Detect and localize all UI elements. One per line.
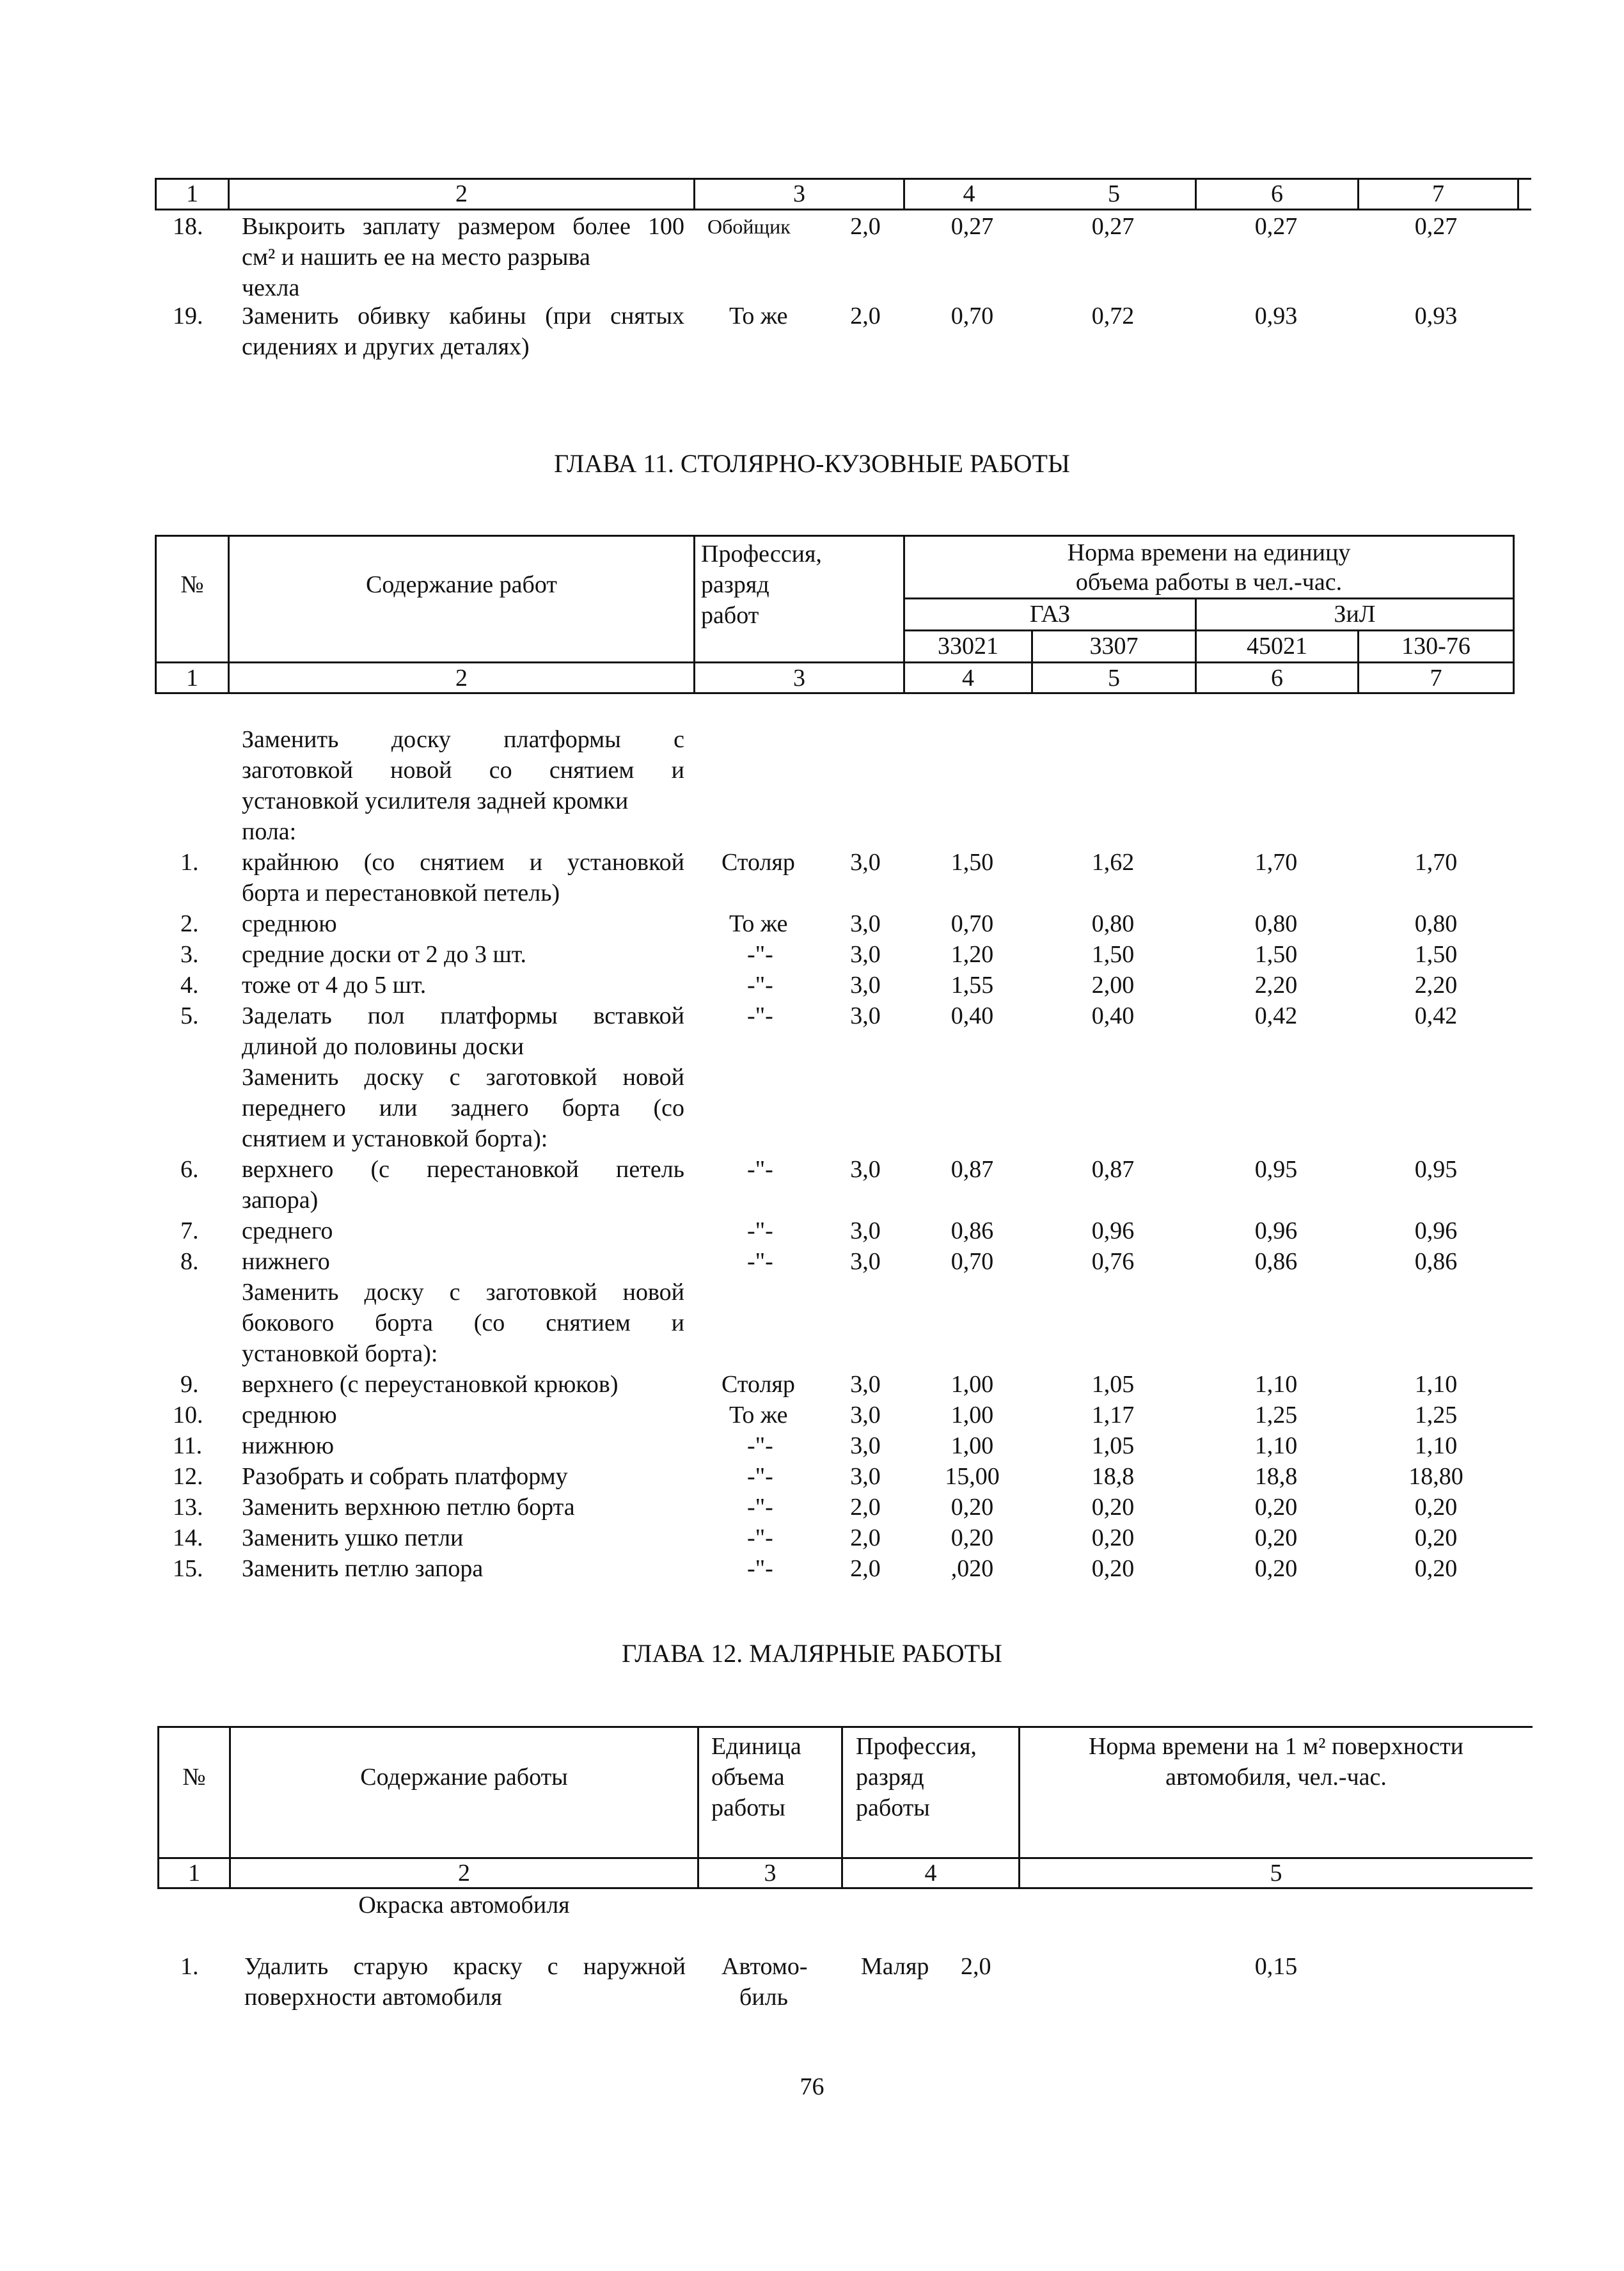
row-value: 2,00 xyxy=(1091,972,1135,999)
row-number: 7. xyxy=(180,1217,199,1244)
row-value: 0,70 xyxy=(950,303,994,329)
col-number: 6 xyxy=(1271,180,1283,207)
col-number: 4 xyxy=(962,665,974,692)
row-text-line: верхнего (с перестановкой петель xyxy=(242,1156,684,1183)
row-value: 1,17 xyxy=(1091,1402,1135,1428)
row-value: 2,20 xyxy=(1254,972,1298,999)
row-profession: -"- xyxy=(747,1494,773,1521)
row-text-line: тоже от 4 до 5 шт. xyxy=(242,972,427,999)
row-value: 0,87 xyxy=(950,1156,994,1183)
row-number: 11. xyxy=(173,1432,203,1459)
col-number: 2 xyxy=(458,1860,470,1887)
col-number: 3 xyxy=(793,665,805,692)
row-unit: Автомо- xyxy=(721,1953,808,1980)
row-value: 1,25 xyxy=(1254,1402,1298,1428)
row-grade: 2,0 xyxy=(850,303,881,329)
row-text-line: Заменить ушко петли xyxy=(242,1524,464,1551)
row-value: 0,20 xyxy=(1091,1555,1135,1582)
row-number: 15. xyxy=(173,1555,203,1582)
row-text-line: средние доски от 2 до 3 шт. xyxy=(242,941,526,968)
row-value: 0,15 xyxy=(1254,1953,1298,1980)
page-number: 76 xyxy=(800,2073,824,2100)
header-model: 3307 xyxy=(1089,633,1139,660)
group-heading-line: пола: xyxy=(242,818,297,845)
row-value: 1,50 xyxy=(1414,941,1458,968)
row-grade: 2,0 xyxy=(850,213,881,240)
row-text-line: Заменить петлю запора xyxy=(242,1555,484,1582)
row-profession: -"- xyxy=(747,1217,773,1244)
row-profession: То же xyxy=(729,1402,788,1428)
header-unit: работы xyxy=(711,1794,785,1821)
row-value: 1,00 xyxy=(950,1371,994,1398)
col-number: 7 xyxy=(1430,665,1442,692)
row-number: 12. xyxy=(173,1463,203,1490)
header-content: Содержание работы xyxy=(360,1764,568,1791)
row-grade: 2,0 xyxy=(961,1953,991,1980)
row-text-line: чехла xyxy=(242,274,300,301)
row-unit: биль xyxy=(739,1984,788,2011)
row-grade: 3,0 xyxy=(850,1402,881,1428)
header-number: № xyxy=(182,1764,206,1791)
row-value: 1,70 xyxy=(1254,849,1298,876)
row-value: 0,20 xyxy=(950,1524,994,1551)
row-text-line: длиной до половины доски xyxy=(242,1033,524,1060)
group-heading-line: установкой борта): xyxy=(242,1340,438,1367)
row-value: 0,20 xyxy=(1091,1524,1135,1551)
row-value: 0,20 xyxy=(1254,1555,1298,1582)
row-value: 0,96 xyxy=(1414,1217,1458,1244)
row-profession: То же xyxy=(729,303,788,329)
row-value: 0,20 xyxy=(1414,1555,1458,1582)
row-profession: Маляр xyxy=(861,1953,929,1980)
col-number: 1 xyxy=(186,665,198,692)
row-profession: -"- xyxy=(747,1002,773,1029)
row-grade: 3,0 xyxy=(850,941,881,968)
row-value: 0,96 xyxy=(1254,1217,1298,1244)
row-text-line: Заделать пол платформы вставкой xyxy=(242,1002,684,1029)
row-value: 0,27 xyxy=(950,213,994,240)
row-profession: Столяр xyxy=(721,1371,795,1398)
row-value: 0,20 xyxy=(1254,1494,1298,1521)
row-text-line: Разобрать и собрать платформу xyxy=(242,1463,568,1490)
row-value: 1,20 xyxy=(950,941,994,968)
row-grade: 3,0 xyxy=(850,910,881,937)
group-heading-line: бокового борта (со снятием и xyxy=(242,1310,684,1336)
row-profession: -"- xyxy=(747,1463,773,1490)
col-number: 3 xyxy=(793,180,805,207)
row-value: 0,27 xyxy=(1091,213,1135,240)
row-text-line: Удалить старую краску с наружной xyxy=(244,1953,686,1980)
row-value: 0,70 xyxy=(950,910,994,937)
row-value: 0,42 xyxy=(1414,1002,1458,1029)
col-number: 3 xyxy=(764,1860,777,1887)
row-value: 15,00 xyxy=(945,1463,1000,1490)
header-unit: объема xyxy=(711,1764,785,1791)
row-text-line: Выкроить заплату размером более 100 xyxy=(242,213,684,240)
row-text-line: Заменить верхнюю петлю борта xyxy=(242,1494,575,1521)
row-grade: 2,0 xyxy=(850,1524,881,1551)
col-number: 5 xyxy=(1108,665,1120,692)
row-grade: 3,0 xyxy=(850,972,881,999)
row-number: 13. xyxy=(173,1494,203,1521)
row-text-line: верхнего (с переустановкой крюков) xyxy=(242,1371,619,1398)
header-norm: объема работы в чел.-час. xyxy=(1075,569,1343,596)
header-zil: ЗиЛ xyxy=(1334,601,1376,628)
row-grade: 2,0 xyxy=(850,1494,881,1521)
row-value: 2,20 xyxy=(1414,972,1458,999)
row-number: 2. xyxy=(180,910,199,937)
row-text-line: см² и нашить ее на место разрыва xyxy=(242,244,590,271)
row-number: 5. xyxy=(180,1002,199,1029)
header-profession: Профессия, xyxy=(701,541,822,567)
row-number: 10. xyxy=(173,1402,203,1428)
row-value: 1,10 xyxy=(1414,1432,1458,1459)
row-value: 0,93 xyxy=(1414,303,1458,329)
header-norm: автомобиля, чел.-час. xyxy=(1165,1764,1387,1791)
row-value: 1,00 xyxy=(950,1432,994,1459)
row-value: 0,20 xyxy=(1414,1494,1458,1521)
row-text-line: борта и перестановкой петель) xyxy=(242,880,560,906)
col-number: 5 xyxy=(1108,180,1120,207)
row-value: 0,20 xyxy=(1091,1494,1135,1521)
col-number: 2 xyxy=(455,180,468,207)
row-value: 1,00 xyxy=(950,1402,994,1428)
row-value: 0,70 xyxy=(950,1248,994,1275)
row-value: 1,25 xyxy=(1414,1402,1458,1428)
row-value: 1,10 xyxy=(1414,1371,1458,1398)
header-profession: Профессия, xyxy=(856,1733,977,1760)
header-number: № xyxy=(180,571,204,598)
row-value: 0,96 xyxy=(1091,1217,1135,1244)
row-text-line: крайнюю (со снятием и установкой xyxy=(242,849,684,876)
chapter-11-title: ГЛАВА 11. СТОЛЯРНО-КУЗОВНЫЕ РАБОТЫ xyxy=(554,449,1070,478)
row-number: 3. xyxy=(180,941,199,968)
row-grade: 3,0 xyxy=(850,1248,881,1275)
col-number: 2 xyxy=(455,665,468,692)
row-profession: -"- xyxy=(747,1432,773,1459)
header-profession: разряд xyxy=(856,1764,924,1791)
row-value: 0,93 xyxy=(1254,303,1298,329)
row-text-line: среднего xyxy=(242,1217,333,1244)
col-number: 4 xyxy=(963,180,975,207)
row-number: 6. xyxy=(180,1156,199,1183)
col-number: 4 xyxy=(924,1860,937,1887)
header-profession: разряд xyxy=(701,571,769,598)
row-text-line: нижнюю xyxy=(242,1432,335,1459)
row-value: 1,62 xyxy=(1091,849,1135,876)
col-number: 1 xyxy=(188,1860,200,1887)
group-heading-line: заготовкой новой со снятием и xyxy=(242,757,684,784)
row-value: 0,80 xyxy=(1414,910,1458,937)
row-number: 9. xyxy=(180,1371,199,1398)
row-value: 1,70 xyxy=(1414,849,1458,876)
row-value: 0,95 xyxy=(1254,1156,1298,1183)
header-gaz: ГАЗ xyxy=(1029,601,1071,628)
row-text-line: среднюю xyxy=(242,1402,337,1428)
row-grade: 3,0 xyxy=(850,1463,881,1490)
group-heading-line: Заменить доску с заготовкой новой xyxy=(242,1279,684,1306)
row-value: 0,40 xyxy=(1091,1002,1135,1029)
row-value: 1,50 xyxy=(950,849,994,876)
row-profession: Столяр xyxy=(721,849,795,876)
row-value: 0,20 xyxy=(1414,1524,1458,1551)
row-profession: Обойщик xyxy=(707,215,791,238)
row-value: 0,27 xyxy=(1254,213,1298,240)
section-heading: Окраска автомобиля xyxy=(358,1892,570,1919)
header-content: Содержание работ xyxy=(366,571,557,598)
col-number: 1 xyxy=(186,180,198,207)
row-value: 0,86 xyxy=(1414,1248,1458,1275)
row-profession: -"- xyxy=(747,972,773,999)
header-model: 45021 xyxy=(1247,633,1307,660)
row-value: 1,05 xyxy=(1091,1371,1135,1398)
row-grade: 3,0 xyxy=(850,1217,881,1244)
row-value: 1,50 xyxy=(1091,941,1135,968)
row-value: 0,40 xyxy=(950,1002,994,1029)
row-value: 0,80 xyxy=(1254,910,1298,937)
col-number: 5 xyxy=(1270,1860,1282,1887)
group-heading-line: Заменить доску с заготовкой новой xyxy=(242,1064,684,1091)
row-number: 14. xyxy=(173,1524,203,1551)
row-grade: 2,0 xyxy=(850,1555,881,1582)
header-unit: Единица xyxy=(711,1733,801,1760)
row-value: 1,50 xyxy=(1254,941,1298,968)
row-profession: -"- xyxy=(747,1156,773,1183)
row-grade: 3,0 xyxy=(850,1371,881,1398)
row-text-line: запора) xyxy=(242,1187,319,1214)
row-value: 0,86 xyxy=(1254,1248,1298,1275)
row-profession: -"- xyxy=(747,1524,773,1551)
row-text-line: среднюю xyxy=(242,910,337,937)
row-value: 0,27 xyxy=(1414,213,1458,240)
row-grade: 3,0 xyxy=(850,1432,881,1459)
row-number: 8. xyxy=(180,1248,199,1275)
row-value: 0,95 xyxy=(1414,1156,1458,1183)
row-number: 18. xyxy=(173,213,203,240)
row-value: 0,20 xyxy=(1254,1524,1298,1551)
header-norm: Норма времени на 1 м² поверхности xyxy=(1088,1733,1464,1760)
row-profession: То же xyxy=(729,910,788,937)
header-model: 130-76 xyxy=(1401,633,1470,660)
row-number: 1. xyxy=(180,1953,199,1980)
row-value: 0,72 xyxy=(1091,303,1135,329)
row-number: 19. xyxy=(173,303,203,329)
row-profession: -"- xyxy=(747,941,773,968)
row-text-line: сидениях и других деталях) xyxy=(242,333,530,360)
row-value: 0,20 xyxy=(950,1494,994,1521)
row-value: 0,86 xyxy=(950,1217,994,1244)
row-grade: 3,0 xyxy=(850,1156,881,1183)
row-value: 1,55 xyxy=(950,972,994,999)
row-value: 1,10 xyxy=(1254,1371,1298,1398)
row-profession: -"- xyxy=(747,1248,773,1275)
row-grade: 3,0 xyxy=(850,1002,881,1029)
group-heading-line: установкой усилителя задней кромки xyxy=(242,787,629,814)
row-value: 18,80 xyxy=(1408,1463,1463,1490)
row-value: 0,87 xyxy=(1091,1156,1135,1183)
col-number: 7 xyxy=(1432,180,1444,207)
group-heading-line: переднего или заднего борта (со xyxy=(242,1095,684,1121)
header-profession: работ xyxy=(701,602,759,629)
col-number: 6 xyxy=(1271,665,1283,692)
group-heading-line: снятием и установкой борта): xyxy=(242,1125,548,1152)
row-text-line: нижнего xyxy=(242,1248,330,1275)
header-model: 33021 xyxy=(938,633,998,660)
row-value: 18,8 xyxy=(1254,1463,1298,1490)
header-profession: работы xyxy=(856,1794,930,1821)
row-text-line: Заменить обивку кабины (при снятых xyxy=(242,303,684,329)
row-value: 1,10 xyxy=(1254,1432,1298,1459)
row-grade: 3,0 xyxy=(850,849,881,876)
row-value: 0,42 xyxy=(1254,1002,1298,1029)
row-text-line: поверхности автомобиля xyxy=(244,1984,502,2011)
group-heading-line: Заменить доску платформы с xyxy=(242,726,684,753)
header-norm: Норма времени на единицу xyxy=(1067,539,1351,566)
row-number: 4. xyxy=(180,972,199,999)
row-value: 18,8 xyxy=(1091,1463,1135,1490)
chapter-12-title: ГЛАВА 12. МАЛЯРНЫЕ РАБОТЫ xyxy=(622,1639,1002,1668)
row-value: 1,05 xyxy=(1091,1432,1135,1459)
row-number: 1. xyxy=(180,849,199,876)
row-profession: -"- xyxy=(747,1555,773,1582)
row-value: 0,80 xyxy=(1091,910,1135,937)
row-value: ,020 xyxy=(950,1555,994,1582)
row-value: 0,76 xyxy=(1091,1248,1135,1275)
